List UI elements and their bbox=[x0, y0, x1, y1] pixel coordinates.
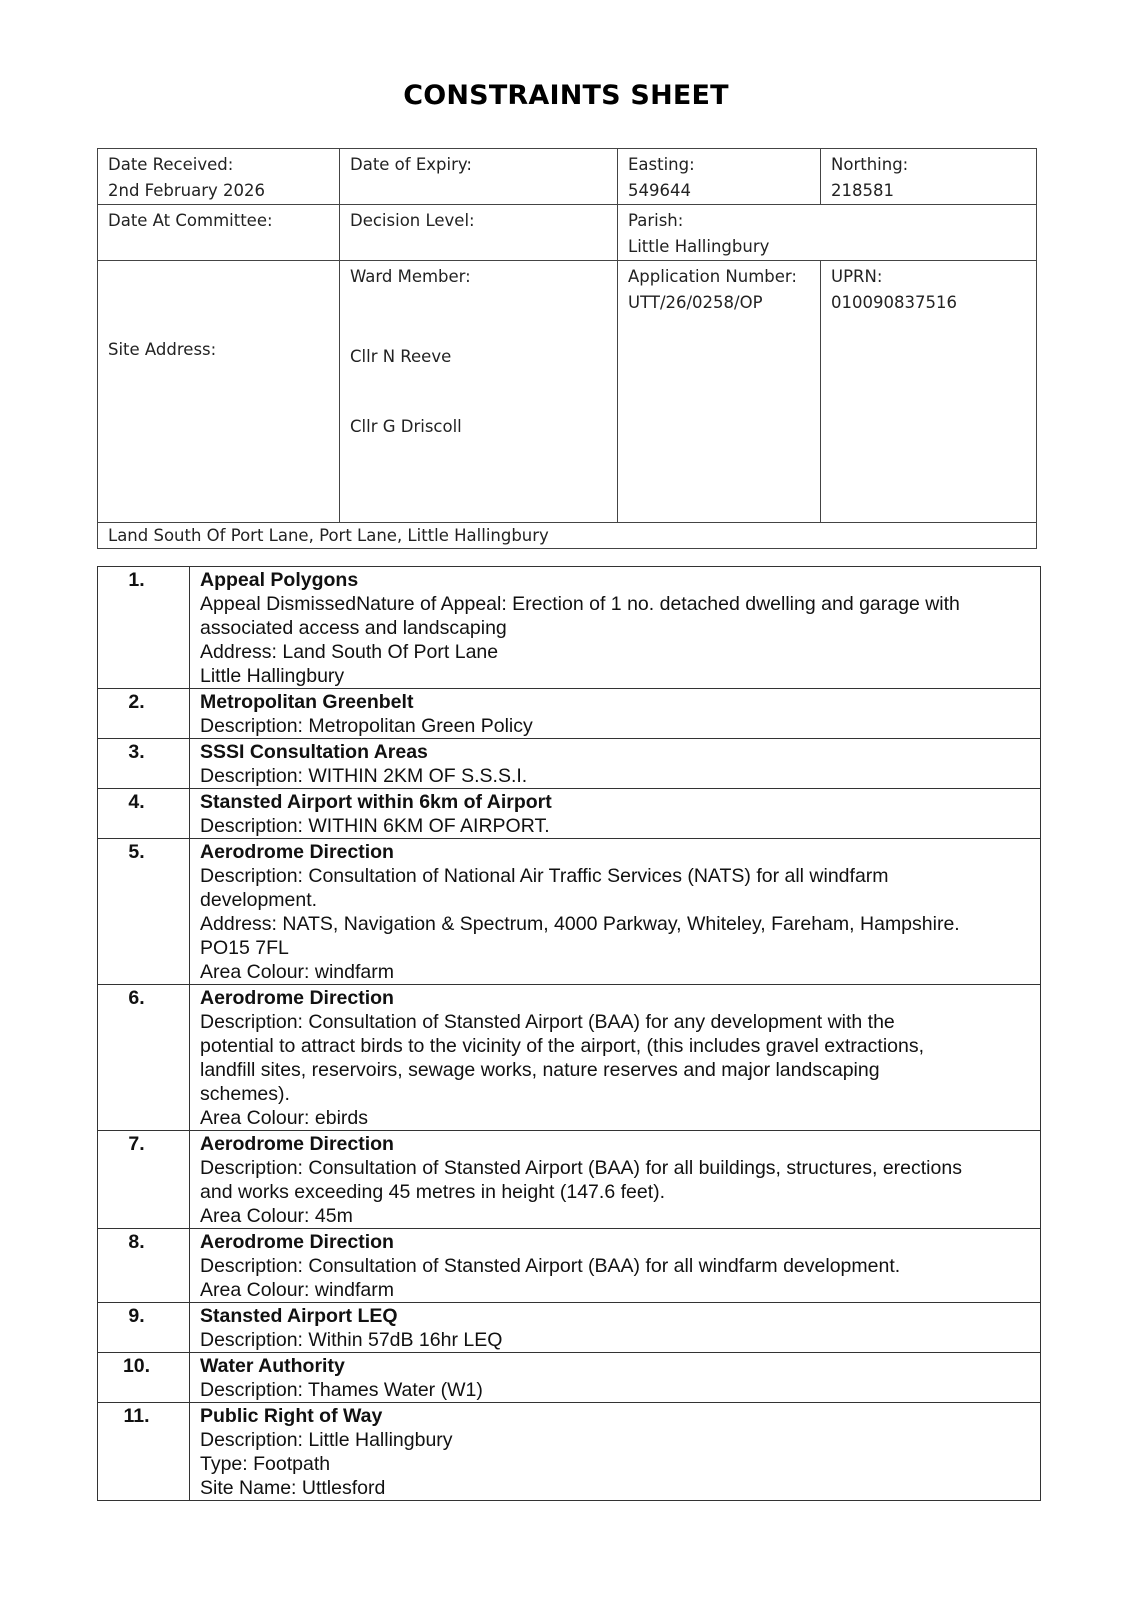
constraint-row bbox=[98, 1403, 1041, 1501]
constraints-list bbox=[98, 567, 1041, 1501]
constraint-description-line: and works exceeding 45 metres in height (147.6 feet). bbox=[200, 1181, 666, 1203]
date-expiry-label: Date of Expiry: bbox=[350, 155, 472, 174]
application-info-table bbox=[97, 148, 1037, 549]
site-address-value: Land South Of Port Lane, Port Lane, Little Hallingbury bbox=[108, 526, 549, 545]
constraint-number: 10. bbox=[98, 1353, 190, 1403]
constraint-description-line: development. bbox=[200, 889, 318, 911]
constraint-description-line: Description: Within 57dB 16hr LEQ bbox=[200, 1329, 503, 1351]
constraint-row bbox=[98, 789, 1041, 839]
constraint-row bbox=[98, 1229, 1041, 1303]
parish-value: Little Hallingbury bbox=[628, 237, 770, 256]
constraint-details bbox=[190, 1303, 1041, 1353]
easting-value: 549644 bbox=[628, 181, 691, 200]
constraint-description-line: Description: Metropolitan Green Policy bbox=[200, 715, 533, 737]
constraint-details bbox=[190, 839, 1041, 985]
constraint-description-line: PO15 7FL bbox=[200, 937, 289, 959]
northing-value: 218581 bbox=[831, 181, 894, 200]
constraint-description-line: Area Colour: windfarm bbox=[200, 961, 394, 983]
constraint-title: Stansted Airport LEQ bbox=[200, 1305, 398, 1327]
info-row-ward bbox=[98, 261, 1037, 523]
constraint-description-line: Site Name: Uttlesford bbox=[200, 1477, 386, 1499]
constraint-number: 5. bbox=[98, 839, 190, 985]
constraint-description-line: Description: Consultation of Stansted Airport (BAA) for any development with the bbox=[200, 1011, 895, 1033]
constraint-details bbox=[190, 789, 1041, 839]
constraint-title: Metropolitan Greenbelt bbox=[200, 691, 414, 713]
decision-level-label: Decision Level: bbox=[350, 211, 475, 230]
constraint-row bbox=[98, 739, 1041, 789]
northing-cell bbox=[821, 149, 1037, 205]
constraint-description-line: Appeal DismissedNature of Appeal: Erection of 1 no. detached dwelling and garage with bbox=[200, 593, 960, 615]
constraint-details bbox=[190, 1403, 1041, 1501]
constraint-description-line: associated access and landscaping bbox=[200, 617, 507, 639]
constraint-description-line: Area Colour: windfarm bbox=[200, 1279, 394, 1301]
date-received-value: 2nd February 2026 bbox=[108, 181, 266, 200]
date-committee-label: Date At Committee: bbox=[108, 211, 273, 230]
constraint-row bbox=[98, 1303, 1041, 1353]
date-received-label: Date Received: bbox=[108, 155, 234, 174]
parish-label: Parish: bbox=[628, 211, 684, 230]
constraint-description-line: Description: Thames Water (W1) bbox=[200, 1379, 483, 1401]
constraint-description-line: Description: Consultation of Stansted Airport (BAA) for all buildings, structures, erections bbox=[200, 1157, 962, 1179]
constraint-description-line: Area Colour: ebirds bbox=[200, 1107, 368, 1129]
constraints-table bbox=[97, 566, 1041, 1501]
constraint-description-line: Address: Land South Of Port Lane bbox=[200, 641, 499, 663]
constraint-title: Appeal Polygons bbox=[200, 569, 359, 591]
constraint-number: 7. bbox=[98, 1131, 190, 1229]
constraint-row bbox=[98, 689, 1041, 739]
constraint-description-line: Description: Little Hallingbury bbox=[200, 1429, 453, 1451]
constraint-number: 1. bbox=[98, 567, 190, 689]
constraint-title: Public Right of Way bbox=[200, 1405, 383, 1427]
constraint-number: 9. bbox=[98, 1303, 190, 1353]
site-address-label-cell bbox=[98, 261, 340, 523]
easting-cell bbox=[618, 149, 821, 205]
constraint-title: Aerodrome Direction bbox=[200, 987, 394, 1009]
application-number-value: UTT/26/0258/OP bbox=[628, 293, 763, 312]
constraint-row bbox=[98, 839, 1041, 985]
constraint-title: SSSI Consultation Areas bbox=[200, 741, 428, 763]
constraint-description-line: Little Hallingbury bbox=[200, 665, 345, 687]
info-row-dates bbox=[98, 149, 1037, 205]
constraint-row bbox=[98, 1131, 1041, 1229]
constraint-description-line: Description: Consultation of Stansted Airport (BAA) for all windfarm development. bbox=[200, 1255, 901, 1277]
constraint-description-line: Description: WITHIN 2KM OF S.S.S.I. bbox=[200, 765, 528, 787]
constraint-details bbox=[190, 689, 1041, 739]
constraint-details bbox=[190, 985, 1041, 1131]
ward-member-list bbox=[350, 344, 607, 440]
constraint-title: Aerodrome Direction bbox=[200, 1133, 394, 1155]
constraint-number: 2. bbox=[98, 689, 190, 739]
uprn-cell bbox=[821, 261, 1037, 523]
decision-level-cell bbox=[340, 205, 618, 261]
constraint-number: 8. bbox=[98, 1229, 190, 1303]
ward-member-name: Cllr G Driscoll bbox=[350, 417, 462, 436]
constraint-description-line: schemes). bbox=[200, 1083, 290, 1105]
uprn-label: UPRN: bbox=[831, 267, 883, 286]
constraint-row bbox=[98, 567, 1041, 689]
info-row-address bbox=[98, 523, 1037, 549]
constraint-description-line: landfill sites, reservoirs, sewage works, nature reserves and major landscaping bbox=[200, 1059, 880, 1081]
constraint-row bbox=[98, 985, 1041, 1131]
constraint-title: Aerodrome Direction bbox=[200, 841, 394, 863]
constraint-number: 3. bbox=[98, 739, 190, 789]
constraint-description-line: Type: Footpath bbox=[200, 1453, 331, 1475]
constraint-description-line: Address: NATS, Navigation & Spectrum, 4000 Parkway, Whiteley, Fareham, Hampshire. bbox=[200, 913, 960, 935]
parish-cell bbox=[618, 205, 1037, 261]
page-title: CONSTRAINTS SHEET bbox=[403, 80, 729, 111]
info-row-committee bbox=[98, 205, 1037, 261]
constraint-description-line: Description: Consultation of National Air Traffic Services (NATS) for all windfarm bbox=[200, 865, 889, 887]
constraint-details bbox=[190, 1229, 1041, 1303]
constraint-details bbox=[190, 567, 1041, 689]
constraint-description-line: Description: WITHIN 6KM OF AIRPORT. bbox=[200, 815, 550, 837]
ward-member-label: Ward Member: bbox=[350, 267, 471, 286]
constraint-title: Aerodrome Direction bbox=[200, 1231, 394, 1253]
constraint-row bbox=[98, 1353, 1041, 1403]
application-number-cell bbox=[618, 261, 821, 523]
constraint-details bbox=[190, 739, 1041, 789]
constraint-title: Stansted Airport within 6km of Airport bbox=[200, 791, 552, 813]
constraint-number: 6. bbox=[98, 985, 190, 1131]
constraint-details bbox=[190, 1353, 1041, 1403]
northing-label: Northing: bbox=[831, 155, 909, 174]
constraint-number: 11. bbox=[98, 1403, 190, 1501]
ward-member-name: Cllr N Reeve bbox=[350, 347, 452, 366]
uprn-value: 010090837516 bbox=[831, 293, 957, 312]
date-expiry-cell bbox=[340, 149, 618, 205]
application-number-label: Application Number: bbox=[628, 267, 797, 286]
constraint-number: 4. bbox=[98, 789, 190, 839]
constraint-details bbox=[190, 1131, 1041, 1229]
date-committee-cell bbox=[98, 205, 340, 261]
ward-member-cell bbox=[340, 261, 618, 523]
constraint-description-line: potential to attract birds to the vicinity of the airport, (this includes gravel extractions, bbox=[200, 1035, 925, 1057]
site-address-label: Site Address: bbox=[108, 340, 217, 359]
constraint-title: Water Authority bbox=[200, 1355, 345, 1377]
date-received-cell bbox=[98, 149, 340, 205]
constraint-description-line: Area Colour: 45m bbox=[200, 1205, 353, 1227]
site-address-value-cell bbox=[98, 523, 1037, 549]
easting-label: Easting: bbox=[628, 155, 695, 174]
